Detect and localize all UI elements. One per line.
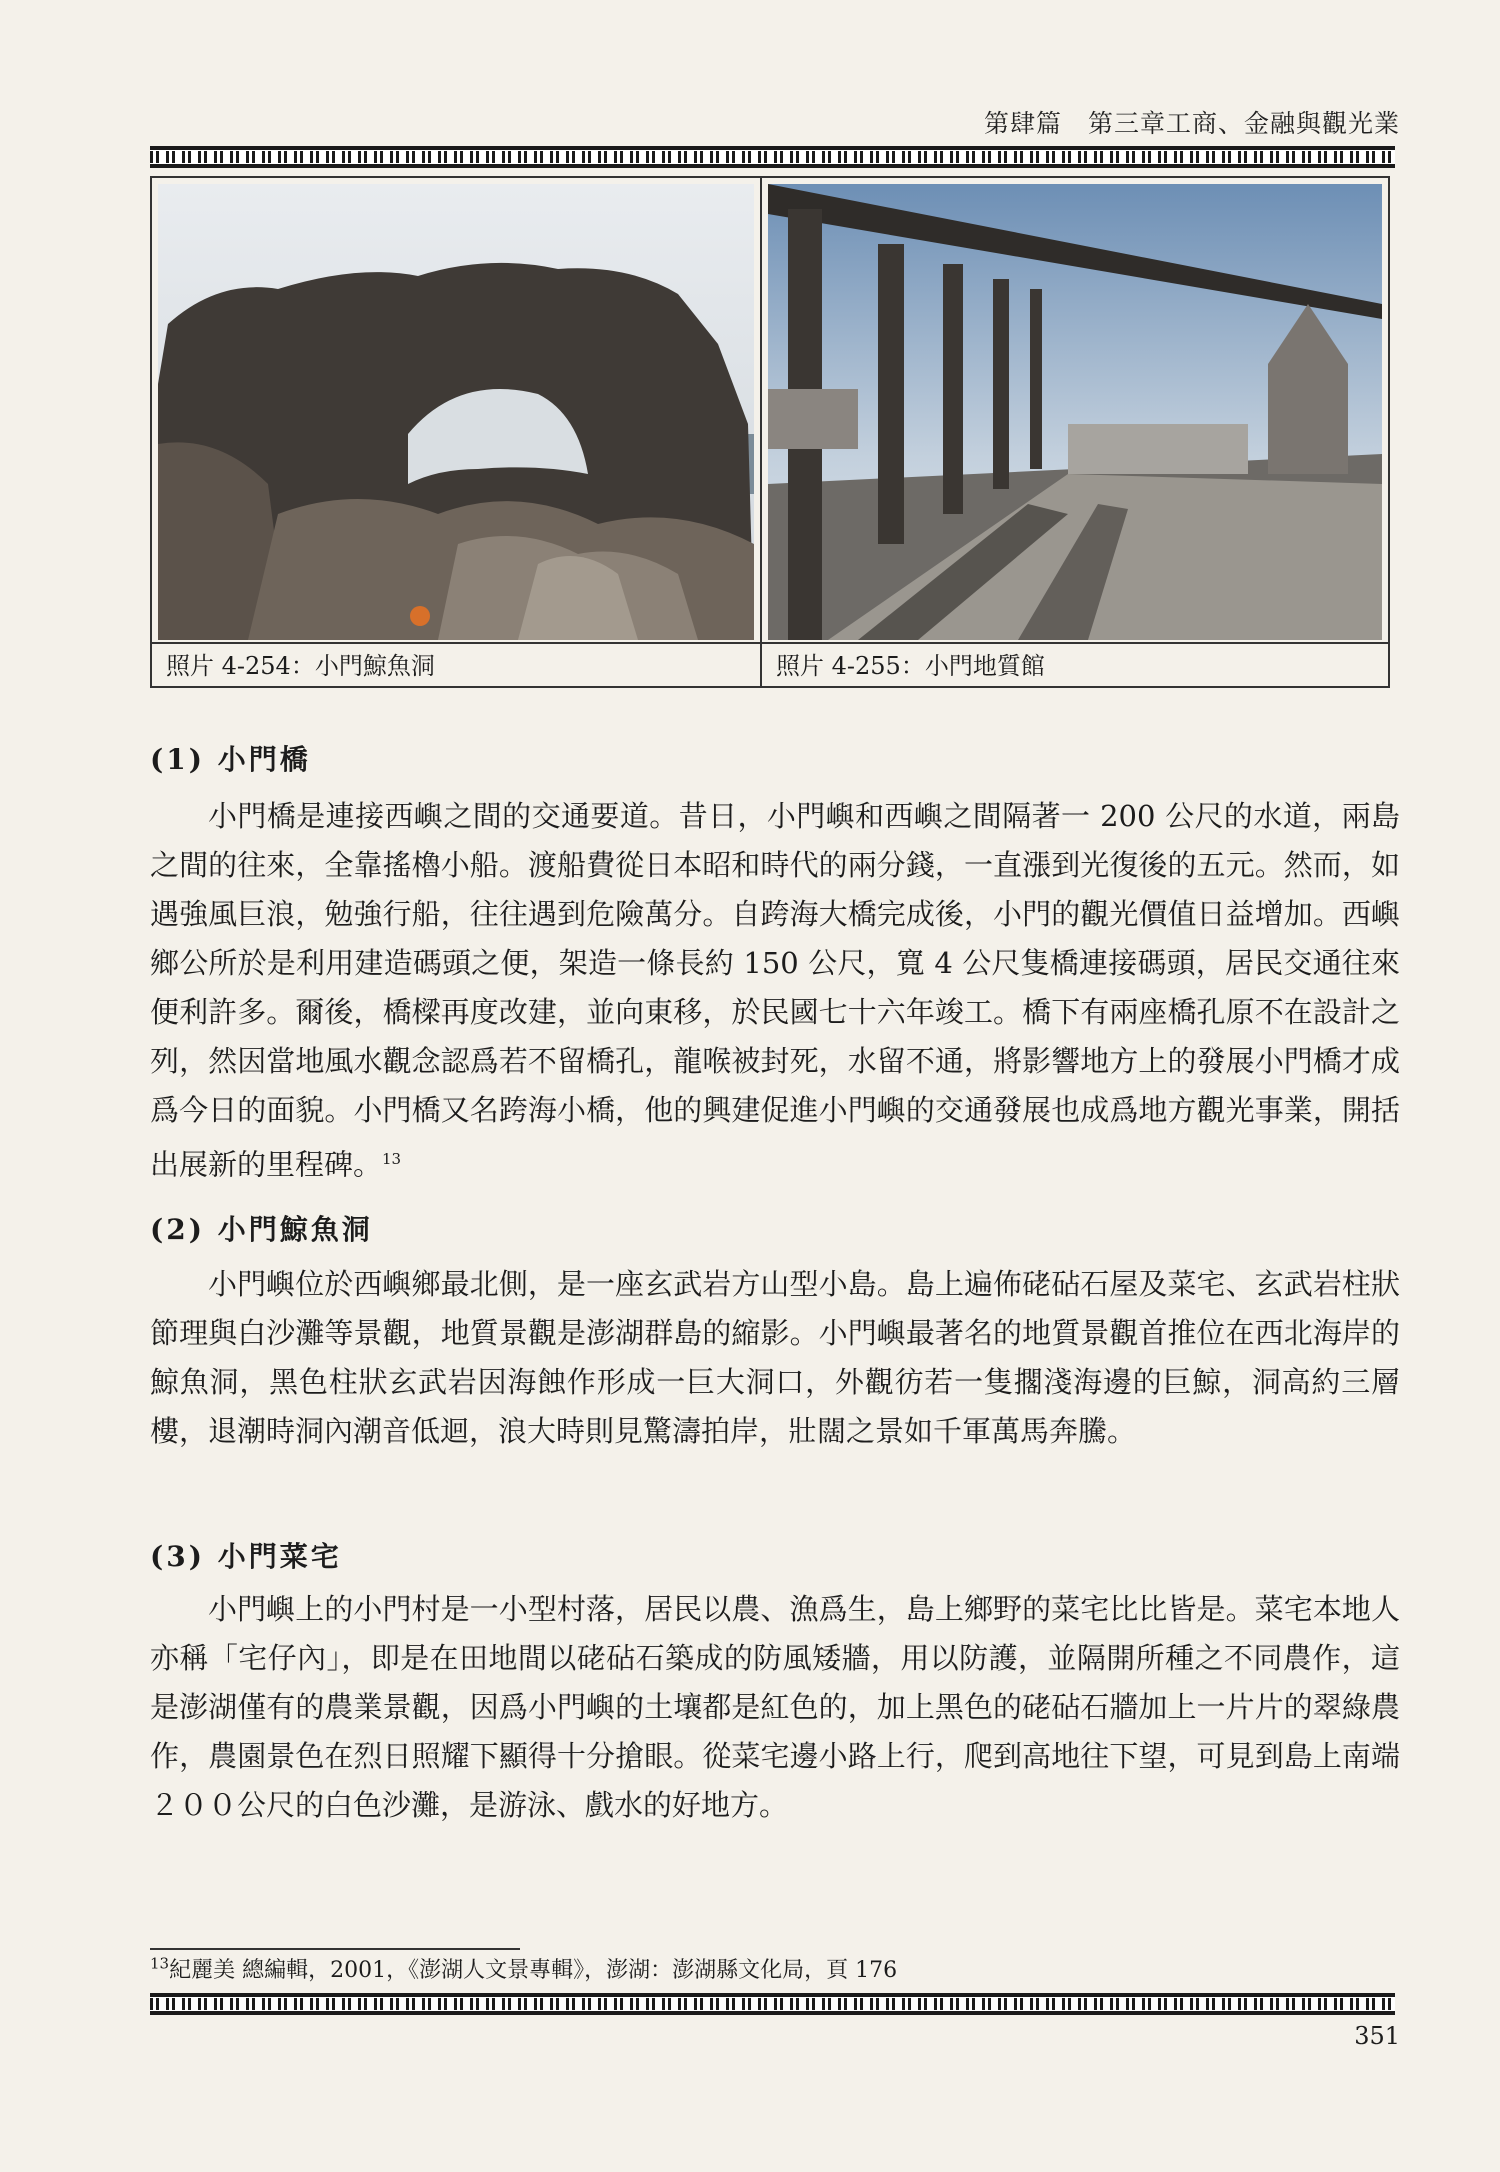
section-paragraph: 小門嶼上的小門村是一小型村落，居民以農、漁爲生，島上鄉野的菜宅比比皆是。菜宅本地人亦稱「宅仔內」，即是在田地間以硓砧石築成的防風矮牆，用以防護，並隔開所種之不同農作，這是澎湖僅有的農業景觀，因爲小門嶼的土壤都是紅色的，加上黑色的硓砧石牆加上一片片的翠綠農作，農園景色在烈日照耀下顯得十分搶眼。從菜宅邊小路上行，爬到高地往下望，可見到島上南端２００公尺的白色沙灘，是游泳、戲水的好地方。: [150, 1592, 1400, 1822]
section-whale-cave: [150, 1208, 1400, 1456]
photo-table: [150, 176, 1390, 688]
top-border-ornament: [150, 146, 1395, 168]
section-paragraph: 小門橋是連接西嶼之間的交通要道。昔日，小門嶼和西嶼之間隔著一 200 公尺的水道，兩島之間的往來，全靠搖櫓小船。渡船費從日本昭和時代的兩分錢，一直漲到光復後的五元。然而，如遇強風巨浪，勉強行船，往往遇到危險萬分。自跨海大橋完成後，小門的觀光價值日益增加。西嶼鄉公所於是利用建造碼頭之便，架造一條長約 150 公尺，寬 4 公尺隻橋連接碼頭，居民交通往來便利許多。爾後，橋樑再度改建，並向東移，於民國七十六年竣工。橋下有兩座橋孔原不在設計之列，然因當地風水觀念認爲若不留橋孔，龍喉被封死，水留不通，將影響地方上的發展小門橋才成爲今日的面貌。小門橋又名跨海小橋，他的興建促進小門嶼的交通發展也成爲地方觀光事業，開括出展新的里程碑。$^{13}$: [150, 799, 1400, 1182]
section-paragraph: 小門嶼位於西嶼鄉最北側，是一座玄武岩方山型小島。島上遍佈硓砧石屋及菜宅、玄武岩柱狀節理與白沙灘等景觀，地質景觀是澎湖群島的縮影。小門嶼最著名的地質景觀首推位在西北海岸的鯨魚洞，黑色柱狀玄武岩因海蝕作形成一巨大洞口，外觀彷若一隻擱淺海邊的巨鯨，洞高約三層樓，退潮時洞內潮音低迴，浪大時則見驚濤拍岸，壯闊之景如千軍萬馬奔騰。: [150, 1267, 1400, 1448]
section-heading: (2) 小門鯨魚洞: [150, 1213, 373, 1246]
footnote-ref: 13: [382, 1150, 402, 1168]
footnote-divider: [150, 1948, 520, 1950]
footnote: [150, 1953, 897, 1984]
photo-caption: 照片 4-255：小門地質館: [762, 642, 1388, 686]
page-number: 351: [1354, 2022, 1400, 2050]
photo-caption: 照片 4-254：小門鯨魚洞: [152, 642, 760, 686]
sea-arch-photo-icon: [158, 184, 754, 640]
photo-cell-geology-museum: [762, 178, 1388, 686]
section-small-gate-bridge: [150, 738, 1400, 1190]
section-heading: (1) 小門橋: [150, 743, 311, 776]
running-header: 第肆篇 第三章工商、金融與觀光業: [983, 109, 1400, 138]
colonnade-photo-icon: [768, 184, 1382, 640]
photo-cell-whale-cave: [152, 178, 762, 686]
footnote-text: 紀麗美 總編輯，2001，《澎湖人文景專輯》，澎湖：澎湖縣文化局，頁 176: [169, 1958, 898, 1983]
section-vegetable-fields: [150, 1535, 1400, 1830]
section-heading: (3) 小門菜宅: [150, 1540, 342, 1573]
bottom-border-ornament: [150, 1993, 1395, 2015]
footnote-number: 13: [150, 1954, 170, 1973]
